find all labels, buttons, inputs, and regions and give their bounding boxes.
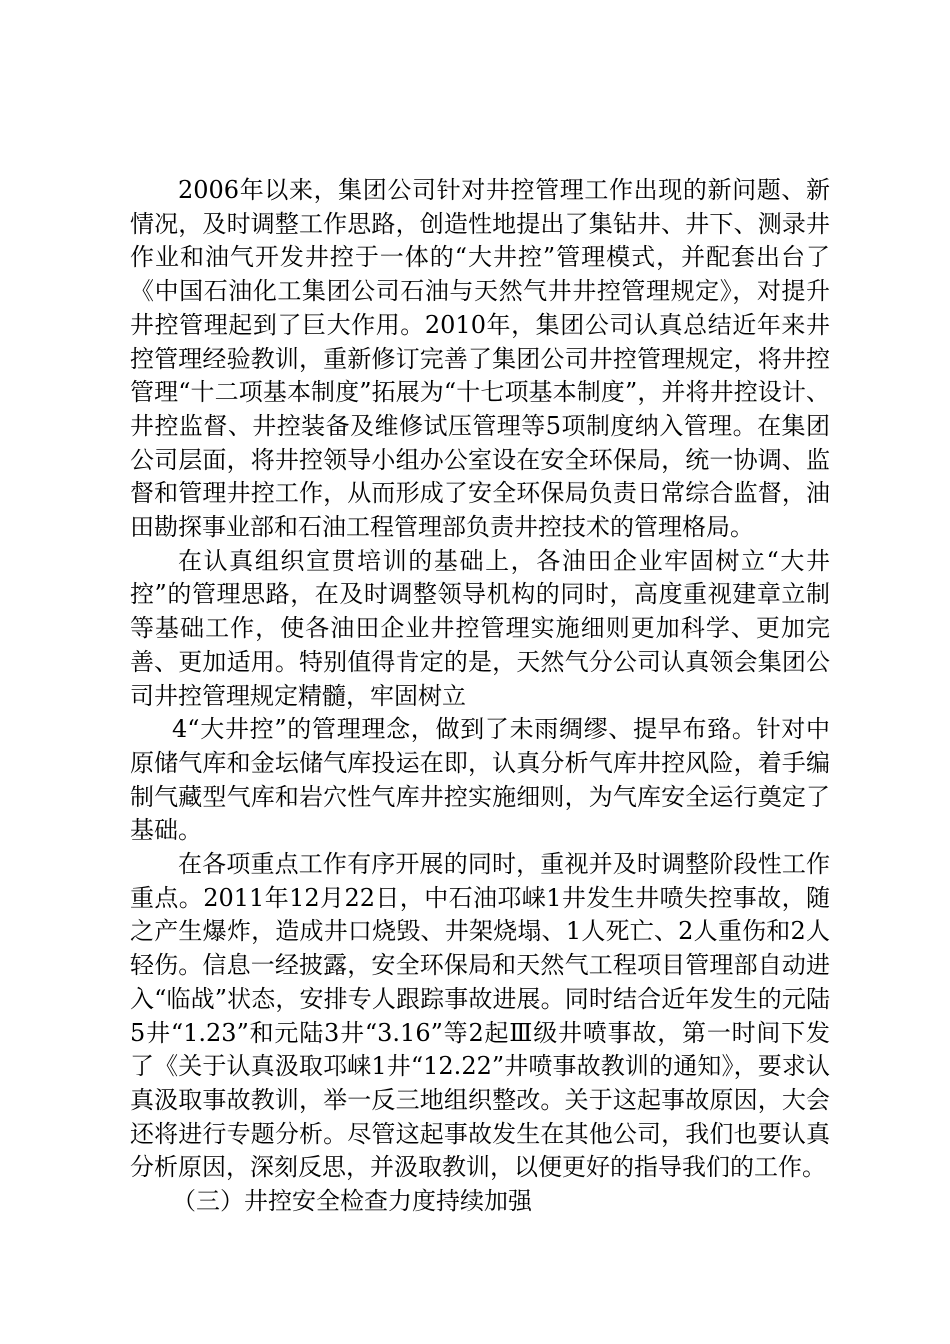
document-body <box>130 174 830 1219</box>
paragraph-2: 在认真组织宣贯培训的基础上，各油田企业牢固树立“大井控”的管理思路，在及时调整领导机构的同时，高度重视建章立制等基础工作，使各油田企业井控管理实施细则更加科学、更加完善、更加适用。特别值得肯定的是，天然气分公司认真领会集团公司井控管理规定精髓，牢固树立 <box>130 546 830 710</box>
paragraph-1: 2006年以来，集团公司针对井控管理工作出现的新问题、新情况，及时调整工作思路，创造性地提出了集钻井、井下、测录井作业和油气开发井控于一体的“大井控”管理模式，并配套出台了《中国石油化工集团公司石油与天然气井井控管理规定》，对提升井控管理起到了巨大作用。2010年，集团公司认真总结近年来井控管理经验教训，重新修订完善了集团公司井控管理规定，将井控管理“十二项基本制度”拓展为“十七项基本制度”，并将井控设计、井控监督、井控装备及维修试压管理等5项制度纳入管理。在集团公司层面，将井控领导小组办公室设在安全环保局，统一协调、监督和管理井控工作，从而形成了安全环保局负责日常综合监督，油田勘探事业部和石油工程管理部负责井控技术的管理格局。 <box>130 176 830 542</box>
paragraph-4: 在各项重点工作有序开展的同时，重视并及时调整阶段性工作重点。2011年12月22日，中石油邛崃1井发生井喷失控事故，随之产生爆炸，造成井口烧毁、井架烧塌、1人死亡、2人重伤和2人轻伤。信息一经披露，安全环保局和天然气工程项目管理部自动进入“临战”状态，安排专人跟踪事故进展。同时结合近年发生的元陆5井“1.23”和元陆3井“3.16”等2起Ⅲ级井喷事故，第一时间下发了《关于认真汲取邛崃1井“12.22”井喷事故教训的通知》，要求认真汲取事故教训，举一反三地组织整改。关于这起事故原因，大会还将进行专题分析。尽管这起事故发生在其他公司，我们也要认真分析原因，深刻反思，并汲取教训，以便更好的指导我们的工作。 <box>130 850 830 1182</box>
section-heading: （三）井控安全检查力度持续加强 <box>172 1187 532 1216</box>
paragraph-3: 4“大井控”的管理理念，做到了未雨绸缪、提早布臵。针对中原储气库和金坛储气库投运在即，认真分析气库井控风险，着手编制气藏型气库和岩穴性气库井控实施细则，为气库安全运行奠定了基础。 <box>130 715 830 845</box>
